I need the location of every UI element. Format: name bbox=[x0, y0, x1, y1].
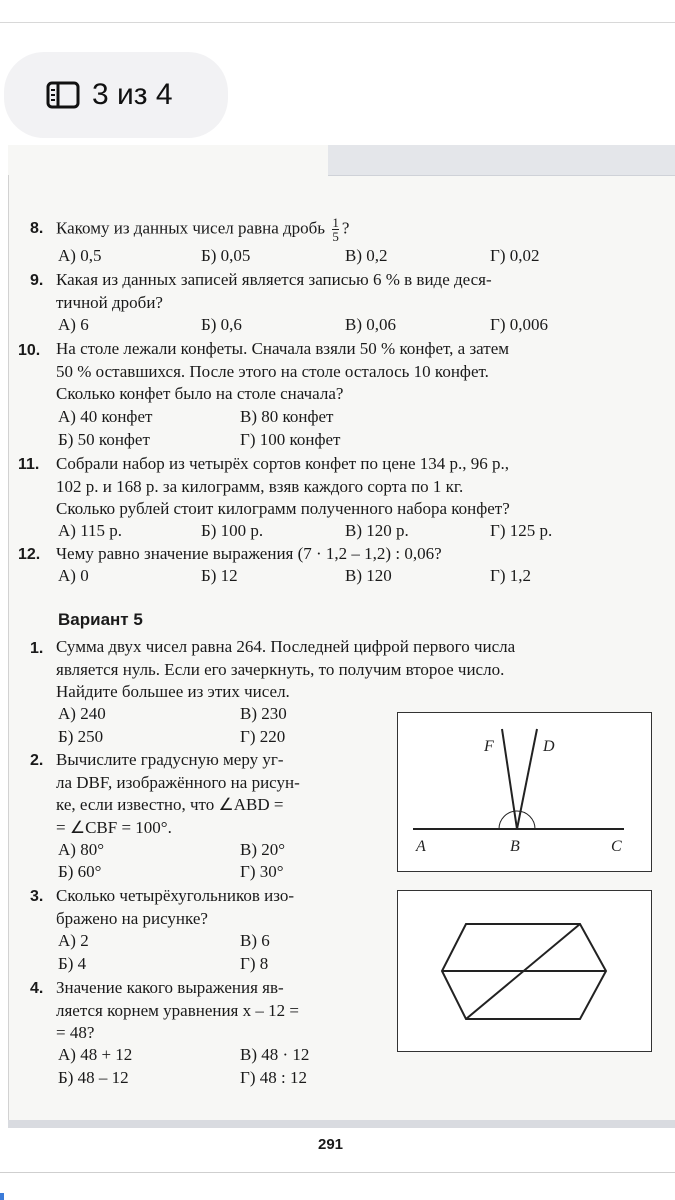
question-text-line: Найдите большее из этих чисел. bbox=[56, 682, 290, 702]
fraction-denominator: 5 bbox=[332, 229, 339, 244]
question-text-line: тичной дроби? bbox=[56, 292, 163, 312]
quadrilaterals-figure bbox=[397, 890, 652, 1052]
answer-option: А) 240 bbox=[58, 704, 106, 723]
question-text bbox=[56, 543, 442, 566]
answer-option: Б) 4 bbox=[58, 954, 87, 973]
label-c: C bbox=[611, 838, 622, 855]
answer-option: А) 80° bbox=[58, 840, 104, 859]
question-text-line: Значение какого выражения яв- bbox=[56, 978, 284, 997]
label-f: F bbox=[484, 738, 494, 755]
question-number: 2. bbox=[30, 752, 44, 769]
answer-option: Б) 48 – 12 bbox=[58, 1068, 129, 1087]
answer-option: В) 120 bbox=[345, 566, 392, 585]
answer-option: Г) 30° bbox=[240, 862, 284, 881]
question-text bbox=[56, 216, 349, 243]
answer-option: Г) 1,2 bbox=[490, 566, 531, 585]
answer-option: А) 0 bbox=[58, 566, 89, 585]
page-indicator[interactable] bbox=[4, 52, 228, 138]
question-text-line: ляется корнем уравнения x – 12 = bbox=[56, 1000, 299, 1020]
answer-option: Г) 100 конфет bbox=[240, 430, 341, 449]
question-number: 8. bbox=[30, 220, 44, 237]
question-text-line: Чему равно значение выражения (7 · 1,2 – 1,2) : 0,06? bbox=[56, 544, 442, 563]
answer-option: Б) 0,6 bbox=[201, 315, 242, 334]
answer-option: Б) 0,05 bbox=[201, 246, 251, 265]
question-text-line: Сумма двух чисел равна 264. Последней цифрой первого числа bbox=[56, 637, 516, 656]
question-number: 4. bbox=[30, 980, 44, 997]
answer-option: Г) 8 bbox=[240, 954, 269, 973]
answer-option: А) 115 р. bbox=[58, 521, 123, 540]
answer-option: Г) 48 : 12 bbox=[240, 1068, 307, 1087]
page-left-edge bbox=[8, 175, 9, 1125]
question-text-line: ке, если известно, что ∠ABD = bbox=[56, 795, 284, 815]
answer-option: А) 2 bbox=[58, 931, 89, 950]
question-text bbox=[56, 885, 294, 930]
question-number: 12. bbox=[18, 546, 41, 563]
answer-option: В) 48 · 12 bbox=[240, 1045, 310, 1064]
answer-option: Б) 12 bbox=[201, 566, 238, 585]
question-text-line: 50 % оставшихся. После этого на столе осталось 10 конфет. bbox=[56, 361, 489, 381]
question-text bbox=[56, 636, 515, 704]
question-text-line: Какая из данных записей является записью 6 % в виде деся- bbox=[56, 270, 492, 289]
question-text-line: является нуль. Если его зачеркнуть, то получим второе число. bbox=[56, 659, 505, 679]
question-text-line: ла DBF, изображённого на рисун- bbox=[56, 772, 300, 792]
fraction-suffix: ? bbox=[341, 218, 350, 238]
bottom-divider bbox=[0, 1172, 675, 1173]
answer-option: А) 48 + 12 bbox=[58, 1045, 133, 1064]
question-text-line: На столе лежали конфеты. Сначала взяли 50 % конфет, а затем bbox=[56, 339, 510, 358]
question-number: 1. bbox=[30, 640, 44, 657]
scroll-indicator bbox=[0, 1193, 4, 1200]
answer-option: А) 40 конфет bbox=[58, 407, 153, 426]
question-number: 10. bbox=[18, 342, 41, 359]
answer-option: Б) 50 конфет bbox=[58, 430, 150, 449]
page-edge-tab bbox=[328, 145, 675, 176]
answer-option: В) 230 bbox=[240, 704, 287, 723]
question-text bbox=[56, 453, 510, 521]
answer-option: В) 0,06 bbox=[345, 315, 396, 334]
fraction-numerator: 1 bbox=[332, 215, 339, 230]
answer-option: А) 6 bbox=[58, 315, 89, 334]
question-number: 9. bbox=[30, 272, 44, 289]
variant-heading: Вариант 5 bbox=[58, 610, 143, 629]
question-text-line: 102 р. и 168 р. за килограмм, взяв каждого сорта по 1 кг. bbox=[56, 476, 464, 496]
question-text-line: бражено на рисунке? bbox=[56, 908, 208, 928]
label-d: D bbox=[543, 738, 555, 755]
answer-option: В) 6 bbox=[240, 931, 270, 950]
question-text-line: Сколько четырёхугольников изо- bbox=[56, 886, 295, 905]
answer-option: Б) 100 р. bbox=[201, 521, 264, 540]
answer-option: В) 120 р. bbox=[345, 521, 409, 540]
question-text-line: Какому из данных чисел равна дробь bbox=[56, 218, 326, 238]
answer-option: Б) 60° bbox=[58, 862, 102, 881]
question-text bbox=[56, 977, 299, 1045]
answer-option: А) 0,5 bbox=[58, 246, 102, 265]
question-text-line: Сколько рублей стоит килограмм полученного набора конфет? bbox=[56, 499, 510, 519]
question-number: 3. bbox=[30, 888, 44, 905]
question-text-line: Сколько конфет было на столе сначала? bbox=[56, 384, 344, 404]
label-b: B bbox=[510, 838, 520, 855]
question-text-line: Собрали набор из четырёх сортов конфет по цене 134 р., 96 р., bbox=[56, 454, 510, 473]
answer-option: Б) 250 bbox=[58, 727, 104, 746]
question-number: 11. bbox=[18, 456, 40, 473]
fraction bbox=[332, 216, 339, 243]
answer-option: Г) 0,02 bbox=[490, 246, 540, 265]
top-divider bbox=[0, 22, 675, 23]
answer-option: В) 0,2 bbox=[345, 246, 388, 265]
ray-bf bbox=[502, 729, 517, 829]
question-text-line: = ∠CBF = 100°. bbox=[56, 818, 172, 838]
page-number: 291 bbox=[318, 1136, 344, 1153]
angle-figure bbox=[397, 712, 652, 872]
answer-option: Г) 0,006 bbox=[490, 315, 548, 334]
book-icon bbox=[46, 81, 80, 109]
page-indicator-label: 3 из 4 bbox=[92, 78, 173, 111]
answer-option: Г) 125 р. bbox=[490, 521, 553, 540]
question-text-line: Вычислите градусную меру уг- bbox=[56, 750, 284, 769]
question-text bbox=[56, 338, 509, 406]
answer-option: Г) 220 bbox=[240, 727, 286, 746]
page-bottom-edge bbox=[8, 1120, 675, 1128]
question-text-line: = 48? bbox=[56, 1023, 95, 1043]
answer-option: В) 80 конфет bbox=[240, 407, 334, 426]
question-text bbox=[56, 749, 300, 840]
answer-option: В) 20° bbox=[240, 840, 286, 859]
label-a: A bbox=[416, 838, 426, 855]
question-text bbox=[56, 269, 492, 314]
